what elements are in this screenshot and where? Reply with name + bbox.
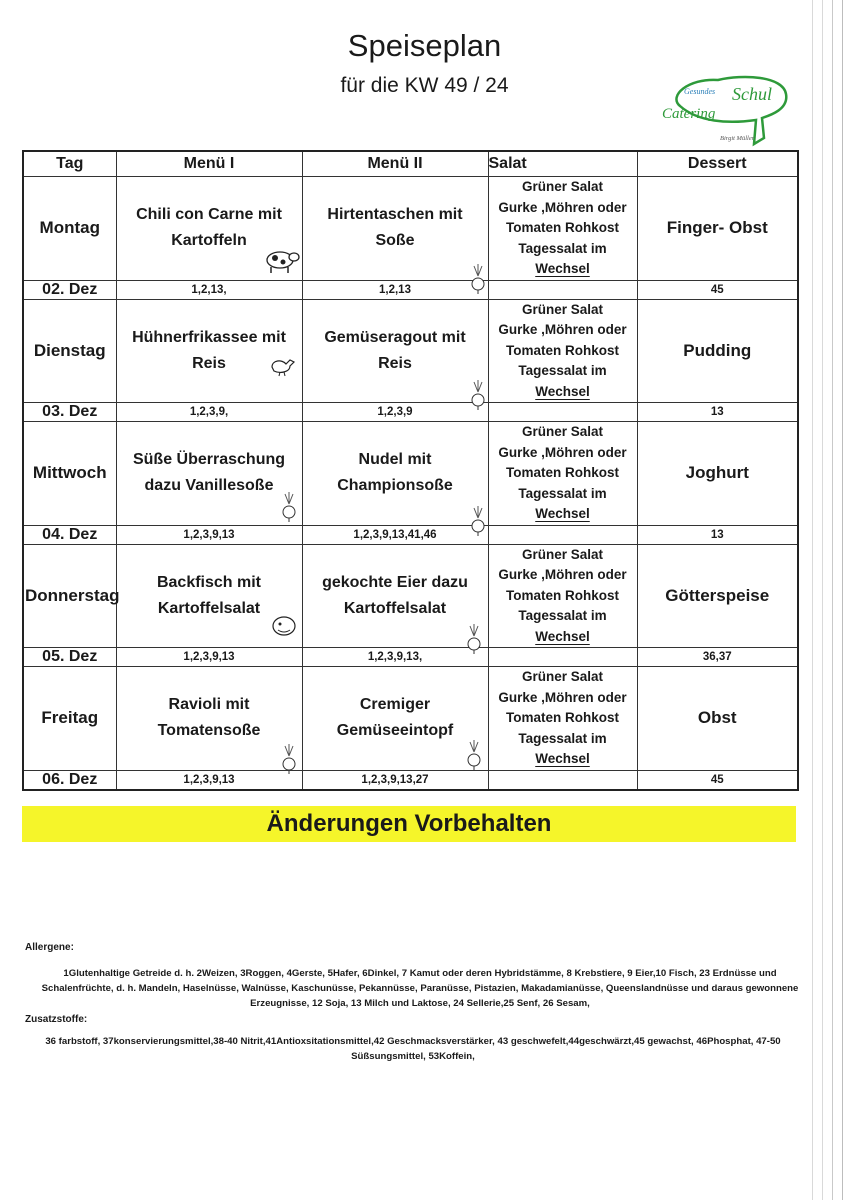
salad-options: Grüner Salat Gurke ,Möhren oder Tomaten Rohkost Tagessalat im Wechsel	[488, 422, 637, 526]
page-subtitle: für die KW 49 / 24	[340, 74, 509, 97]
dessert-allergen-codes: 13	[637, 403, 798, 422]
menu2-allergen-codes: 1,2,3,9,13,41,46	[302, 525, 488, 544]
salad-options: Grüner Salat Gurke ,Möhren oder Tomaten Rohkost Tagessalat im Wechsel	[488, 544, 637, 648]
salad-options: Grüner Salat Gurke ,Möhren oder Tomaten Rohkost Tagessalat im Wechsel	[488, 667, 637, 771]
salad-allergen-codes	[488, 280, 637, 299]
allergens-heading: Allergene:	[25, 942, 74, 953]
menu2-allergen-codes: 1,2,13	[302, 280, 488, 299]
dessert-allergen-codes: 45	[637, 770, 798, 790]
day-name: Donnerstag	[23, 544, 116, 648]
date: 03. Dez	[23, 403, 116, 422]
dessert-allergen-codes: 36,37	[637, 648, 798, 667]
dessert: Obst	[637, 667, 798, 771]
radish-icon	[466, 740, 482, 770]
menu2-dish: Nudel mit Championsoße	[302, 422, 488, 526]
day-name: Freitag	[23, 667, 116, 771]
dessert: Götterspeise	[637, 544, 798, 648]
day-row	[23, 667, 798, 771]
menu2-dish: Cremiger Gemüseeintopf	[302, 667, 488, 771]
cow-icon	[262, 246, 300, 274]
logo-sub-text: Catering	[662, 106, 716, 122]
menu1-allergen-codes: 1,2,3,9,13	[116, 648, 302, 667]
radish-icon	[470, 264, 486, 294]
page-title: Speiseplan	[347, 28, 502, 63]
date-row	[23, 648, 798, 667]
header-salad: Salat	[488, 151, 637, 177]
radish-icon	[470, 380, 486, 410]
date-row	[23, 280, 798, 299]
dessert-allergen-codes: 13	[637, 525, 798, 544]
day-name: Dienstag	[23, 299, 116, 403]
radish-icon	[281, 744, 297, 774]
day-row	[23, 299, 798, 403]
salad-allergen-codes	[488, 648, 637, 667]
date: 02. Dez	[23, 280, 116, 299]
header-day: Tag	[23, 151, 116, 177]
header-row	[23, 151, 798, 177]
chicken-icon	[268, 355, 298, 377]
dessert: Finger- Obst	[637, 177, 798, 281]
dessert-allergen-codes: 45	[637, 280, 798, 299]
dessert: Joghurt	[637, 422, 798, 526]
menu2-allergen-codes: 1,2,3,9	[302, 403, 488, 422]
allergens-list: 1Glutenhaltige Getreide d. h. 2Weizen, 3Roggen, 4Gerste, 5Hafer, 6Dinkel, 7 Kamut oder deren Hybridstämme, 8 Krebstiere, 9 Eier,10 Fisch, 23 Erdnüsse und Schalenfrüchte, d. h. Mandeln, Haselnüsse, Walnüsse, Kaschunüsse, Pekannüsse, Paranüsse, Pistazien, Makadamianüsse, Queenslandnüsse und daraus gewonnene Erzeugnisse, 12 Soja, 13 Milch und Laktose, 24 Sellerie,25 Senf, 26 Sesam,	[41, 968, 799, 1009]
menu2-dish: Hirtentaschen mit Soße	[302, 177, 488, 281]
menu1-dish: Süße Überraschung dazu Vanillesoße	[116, 422, 302, 526]
date-row	[23, 525, 798, 544]
date: 04. Dez	[23, 525, 116, 544]
catering-logo	[658, 72, 790, 148]
date-row	[23, 403, 798, 422]
radish-icon	[281, 492, 297, 522]
changes-notice: Änderungen Vorbehalten	[22, 806, 796, 842]
salad-options: Grüner Salat Gurke ,Möhren oder Tomaten Rohkost Tagessalat im Wechsel	[488, 177, 637, 281]
menu2-dish: Gemüseragout mit Reis	[302, 299, 488, 403]
logo-main-text: Schul	[732, 84, 772, 104]
dessert: Pudding	[637, 299, 798, 403]
salad-allergen-codes	[488, 525, 637, 544]
additives-list: 36 farbstoff, 37konservierungsmittel,38-40 Nitrit,41Antioxsitationsmittel,42 Geschmacksverstärker, 43 geschwefelt,44geschwärzt,45 gewachst, 46Phosphat, 47-50 Süßsungsmittel, 53Koffein,	[45, 1036, 781, 1062]
header-dessert: Dessert	[637, 151, 798, 177]
additives-heading: Zusatzstoffe:	[25, 1014, 88, 1025]
date: 06. Dez	[23, 770, 116, 790]
menu-table	[22, 150, 799, 791]
menu2-dish: gekochte Eier dazu Kartoffelsalat	[302, 544, 488, 648]
salad-options: Grüner Salat Gurke ,Möhren oder Tomaten Rohkost Tagessalat im Wechsel	[488, 299, 637, 403]
day-row	[23, 544, 798, 648]
menu2-allergen-codes: 1,2,3,9,13,27	[302, 770, 488, 790]
day-row	[23, 177, 798, 281]
menu1-allergen-codes: 1,2,3,9,	[116, 403, 302, 422]
day-name: Mittwoch	[23, 422, 116, 526]
menu1-dish: Backfisch mit Kartoffelsalat	[116, 544, 302, 648]
menu1-allergen-codes: 1,2,13,	[116, 280, 302, 299]
menu1-dish: Ravioli mit Tomatensoße	[116, 667, 302, 771]
menu2-allergen-codes: 1,2,3,9,13,	[302, 648, 488, 667]
day-row	[23, 422, 798, 526]
header-menu2: Menü II	[302, 151, 488, 177]
radish-icon	[466, 624, 482, 654]
menu1-allergen-codes: 1,2,3,9,13	[116, 525, 302, 544]
radish-icon	[470, 506, 486, 536]
menu1-dish: Hühnerfrikassee mit Reis	[116, 299, 302, 403]
fish-icon	[270, 614, 298, 640]
menu1-dish: Chili con Carne mit Kartoffeln	[116, 177, 302, 281]
logo-owner: Birgit Müller	[720, 135, 755, 142]
menu1-allergen-codes: 1,2,3,9,13	[116, 770, 302, 790]
date-row	[23, 770, 798, 790]
header-menu1: Menü I	[116, 151, 302, 177]
salad-allergen-codes	[488, 770, 637, 790]
date: 05. Dez	[23, 648, 116, 667]
salad-allergen-codes	[488, 403, 637, 422]
logo-top-text: Gesundes	[684, 87, 716, 96]
day-name: Montag	[23, 177, 116, 281]
